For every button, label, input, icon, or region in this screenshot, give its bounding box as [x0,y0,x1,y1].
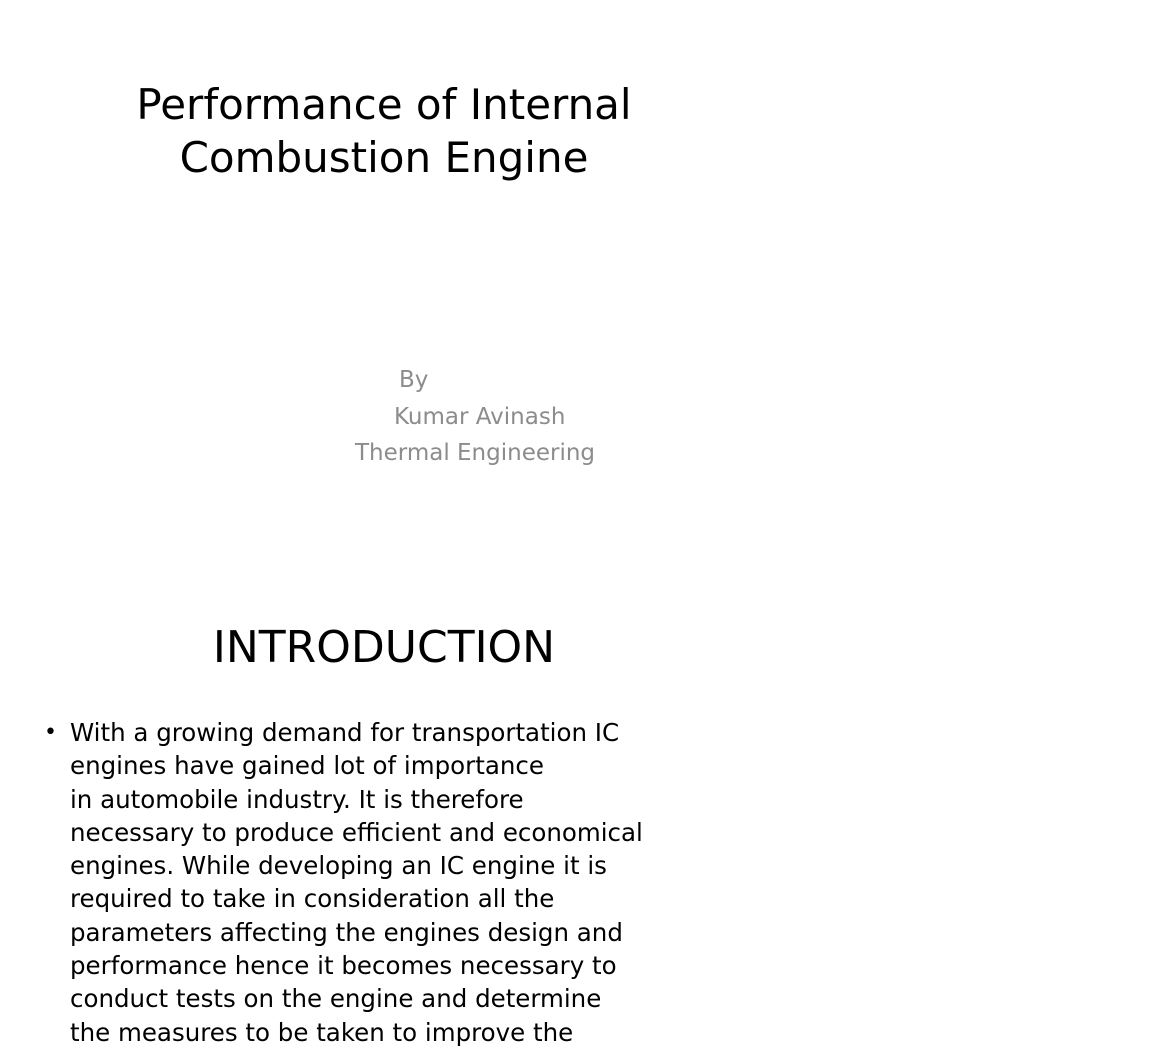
bullet-text-line: engines. While developing an IC engine it is [70,851,607,881]
bullet-text-line: parameters affecting the engines design and [70,917,623,947]
bullet-text-line: necessary to produce efficient and economical [70,817,643,847]
bullet-text-line: With a growing demand for transportation IC [70,718,620,747]
bullet-text-line: performance hence it becomes necessary to [70,951,617,981]
by-label: By [399,367,429,393]
title-slide [0,0,768,576]
title-line-2: Combustion Engine [179,133,589,182]
author-block [0,362,768,472]
bullet-text-line: conduct tests on the engine and determine [70,984,602,1014]
author-name: Kumar Avinash [394,403,566,430]
author-department: Thermal Engineering [355,440,596,466]
bullet-text-line: the measures to be taken to improve the [70,1017,574,1047]
bullet-dot-icon: • [44,720,57,745]
presentation-title [40,78,728,184]
bullet-item [0,716,768,1049]
bullet-text-line: engines have gained lot of importance [70,751,544,781]
title-line-1: Performance of Internal [136,80,632,129]
introduction-slide [0,576,768,1047]
bullet-text-line: required to take in consideration all the [70,884,555,914]
bullet-list [0,716,768,1049]
bullet-text-line: in automobile industry. It is therefore [70,784,524,814]
slide-heading: INTRODUCTION [212,622,556,673]
